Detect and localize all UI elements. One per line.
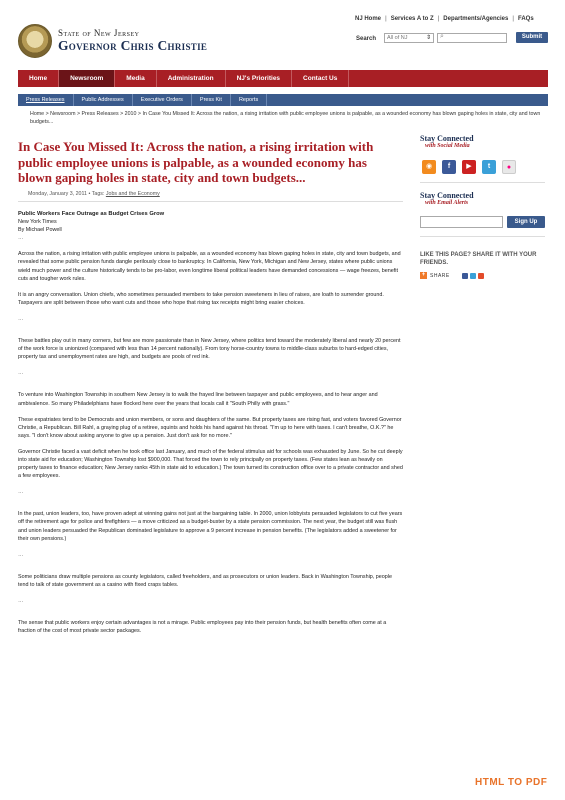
share-service-icons [462, 273, 484, 279]
social-heading: Stay Connected [420, 134, 474, 143]
util-separator: | [385, 16, 387, 22]
email-signup [420, 216, 550, 228]
article-paragraph: It is an angry conversation. Union chiefs, who sometimes persuaded members to take pension sweeteners in lieu of raises, are loath to surrender ground. Taxpayers are split between those who want cuts and those who hope that rising tax receipts might bring easier choices. [18, 291, 384, 306]
share-service-icon[interactable] [462, 273, 468, 279]
ellipsis: … [18, 235, 24, 242]
divider [18, 201, 403, 202]
meta-separator: • [88, 191, 92, 197]
email-field[interactable] [420, 216, 503, 228]
article-paragraph: These expatriates tend to be Democrats and union members, or sons and daughters of the same. But property taxes are rising fast, and voters favored Governor Christie, a Republican. Bill Rahl, a graying plug of a retiree, squints and holds his hand against his throat. "I'm up to here with taxes. I can't breathe, O.K.?" he says. "I don't know about asking anyone to give up a pension. Just don't ask for no more." [18, 416, 402, 439]
article-paragraph: To venture into Washington Township in southern New Jersey is to walk the frayed line between taxpayer and public employees, and to hear anger and ambivalence. So many Philadelphians have flocked here over the years that locals call it "South Philly with grass." [18, 392, 378, 407]
ellipsis: … [18, 598, 24, 604]
article-paragraph: Across the nation, a rising irritation with public employee unions is palpable, as a wounded economy has blown gaping holes in state, city and town budgets, and revealed that some public pension funds dangle perilously close to bankruptcy. In California, New York, Michigan and New Jersey, states where public unions wield much power and the culture historically tends to be pro-labor, even longtime liberal political leaders have demanded concessions — wage freezes, benefit cuts and tougher work rules. [18, 251, 401, 282]
article-paragraph: Some politicians draw multiple pensions as county legislators, called freeholders, and as prosecutors or union leaders. Back in Washington Township, people tend to talk of state government as a casino with fixed craps tables. [18, 573, 392, 588]
ellipsis: … [18, 315, 24, 322]
subnav-reports[interactable]: Reports [231, 94, 267, 106]
share-prompt: LIKE THIS PAGE? SHARE IT WITH YOUR FRIENDS. [420, 252, 537, 266]
article-paragraph: These battles play out in many corners, but few are more passionate than in New Jersey, where politics tend toward the moderately liberal and nearly 20 percent of the work force is unionized (compared with less than 14 percent nationally). From tony horse-country towns to middle-class suburbs to hard-edged cities, property tax and unemployment rates are high, and budgets are pools of red ink. [18, 338, 401, 361]
share-service-icon[interactable] [470, 273, 476, 279]
divider [420, 182, 545, 183]
page-title: In Case You Missed It: Across the nation, a rising irritation with public employee unions is palpable, as a wounded economy has blown gaping holes in state, city and town budgets... [18, 139, 374, 185]
search-scope-select[interactable] [384, 33, 434, 43]
email-heading: Stay Connected [420, 191, 474, 200]
search-scope-value: All of NJ [387, 35, 408, 41]
subnav-press-kit[interactable]: Press Kit [192, 94, 231, 106]
state-name[interactable]: State of New Jersey [58, 28, 140, 38]
nav-media[interactable]: Media [115, 70, 156, 87]
facebook-icon[interactable]: f [442, 160, 456, 174]
updown-caret-icon: ⇕ [425, 35, 431, 41]
article-paragraph: The sense that public workers enjoy certain advantages is not a mirage. Public employees pay into their pension funds, but health benefits often come at a fraction of the cost of most private sector packages. [18, 620, 387, 635]
search-input[interactable] [437, 33, 507, 43]
nav-home[interactable]: Home [18, 70, 59, 87]
article-byline: By Michael Powell [18, 227, 62, 234]
util-link-faqs[interactable]: FAQs [518, 16, 534, 22]
subnav-public-addresses[interactable]: Public Addresses [74, 94, 133, 106]
share-button[interactable] [420, 272, 550, 279]
article-subhead: Public Workers Face Outrage as Budget Crises Grow [18, 211, 165, 217]
nav-contact[interactable]: Contact Us [292, 70, 349, 87]
article-date: Monday, January 3, 2011 [28, 191, 87, 197]
ellipsis: … [18, 370, 24, 377]
email-subheading: with Email Alerts [425, 200, 469, 206]
article-source: New York Times [18, 219, 57, 226]
article-paragraph: Governor Christie faced a vast deficit when he took office last January, and much of the federal stimulus aid for schools was exhausted by June. So he cut deeply into state aid for education; Washington Township lost $900,000. That forced the town to rely principally on property taxes. (Few states lean as heavily on property taxes to finance education; New Jersey ranks 45th in state aid to education.) The town turned its construction office over to a private contractor and shed a few employees. [18, 448, 403, 480]
subnav-executive-orders[interactable]: Executive Orders [133, 94, 192, 106]
youtube-icon[interactable]: ▶ [462, 160, 476, 174]
search-label: Search [356, 36, 377, 42]
sub-nav [18, 94, 548, 106]
nav-priorities[interactable]: NJ's Priorities [226, 70, 292, 87]
article-body [18, 210, 403, 643]
util-separator: | [512, 16, 515, 22]
article-meta [28, 191, 160, 197]
tags-label: Tags: [91, 191, 105, 197]
twitter-icon[interactable]: t [482, 160, 496, 174]
tag-link-jobs-economy[interactable]: Jobs and the Economy [105, 191, 160, 197]
util-link-services[interactable]: Services A to Z [390, 16, 434, 22]
sidebar [420, 134, 550, 279]
nav-administration[interactable]: Administration [157, 70, 226, 87]
util-link-departments[interactable]: Departments/Agencies [443, 16, 509, 22]
share-label: SHARE [430, 272, 450, 279]
divider [420, 236, 545, 237]
social-icons [422, 160, 550, 174]
sign-up-button[interactable]: Sign Up [507, 216, 545, 228]
subnav-press-releases[interactable]: Press Releases [18, 94, 74, 106]
breadcrumb[interactable]: Home > Newsroom > Press Releases > 2010 > In Case You Missed It: Across the nation, a rising irritation with public employee unions is palpable, as a wounded economy has blown gaping holes in state, city and town budgets... [30, 111, 541, 125]
util-link-nj-home[interactable]: NJ Home [355, 16, 382, 22]
social-subheading: with Social Media [425, 143, 470, 149]
article-paragraph: In the past, union leaders, too, have proven adept at winning gains not just at the bargaining table. In 2000, union lobbyists persuaded legislators to cut five years off the retirement age for police and firefighters — a move criticized as a budget-buster by a state pension commission. The next year, the budget still was flush and union leaders persuaded the Republican dominated legislature to approve a 9 percent increase in pension benefits. (The legislators added a sweetener for their own pensions.) [18, 511, 403, 542]
search-icon: ⌕ [440, 33, 444, 40]
nav-newsroom[interactable]: Newsroom [59, 70, 115, 87]
main-nav [18, 70, 548, 87]
share-service-icon[interactable] [478, 273, 484, 279]
submit-button[interactable]: Submit [516, 32, 548, 43]
ellipsis: … [18, 551, 24, 558]
html-to-pdf-watermark: HTML TO PDF [475, 777, 548, 788]
util-separator: | [437, 16, 440, 22]
governor-name[interactable]: Governor Chris Christie [58, 38, 208, 53]
state-seal-icon[interactable] [18, 24, 52, 58]
plus-icon: + [421, 272, 426, 278]
flickr-icon[interactable]: ● [502, 160, 516, 174]
ellipsis: … [18, 489, 24, 496]
rss-icon[interactable]: ◉ [422, 160, 436, 174]
